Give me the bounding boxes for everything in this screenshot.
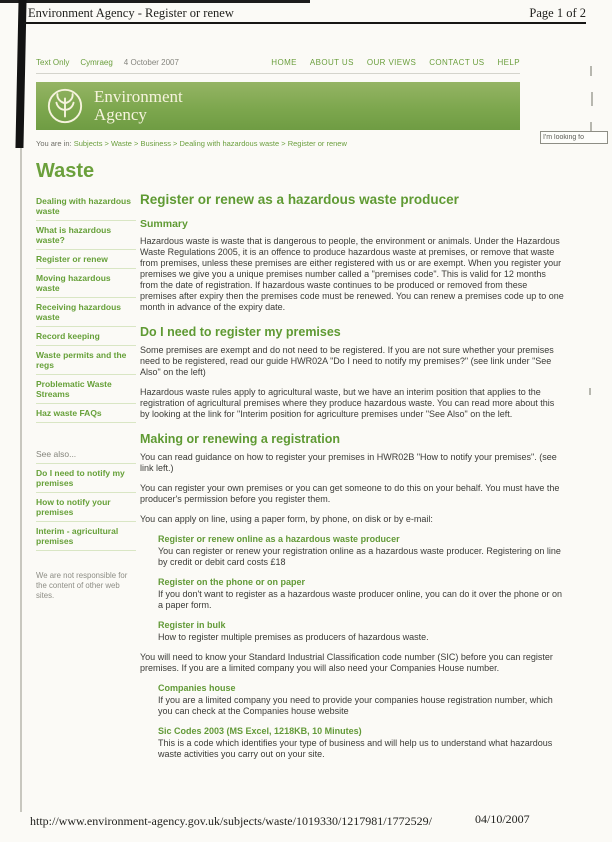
link-register-online[interactable]: Register or renew online as a hazardous waste producer	[158, 534, 400, 544]
link-description: If you don't want to register as a hazardous waste producer online, you can do it over the phone or on a paper form.	[158, 589, 562, 610]
sidebar-item-problematic-waste-streams[interactable]: Problematic Waste Streams	[36, 375, 136, 404]
sidebar-item-haz-waste-faqs[interactable]: Haz waste FAQs	[36, 404, 136, 423]
nav-contact-us[interactable]: CONTACT US	[429, 58, 485, 67]
nav-cymraeg[interactable]: Cymraeg	[80, 58, 113, 67]
link-description: How to register multiple premises as producers of hazardous waste.	[158, 632, 429, 642]
scan-artifact	[590, 66, 592, 76]
scan-artifact	[590, 122, 592, 131]
link-block-companies-house	[158, 683, 564, 717]
nav-our-views[interactable]: OUR VIEWS	[366, 58, 417, 67]
paragraph: Hazardous waste rules apply to agricultural waste, but we have an interim position that applies to the registration of agricultural premises where they produce hazardous waste. You can read more about this by looking at the link for "Interim position for agriculture premises under "See Also" on the left.	[140, 387, 555, 419]
sidebar-item-waste-permits[interactable]: Waste permits and the regs	[36, 346, 136, 375]
print-header	[28, 6, 586, 21]
link-sic-codes-download[interactable]: Sic Codes 2003 (MS Excel, 1218KB, 10 Minutes)	[158, 726, 362, 736]
external-sites-disclaimer: We are not responsible for the content of other web sites.	[36, 571, 128, 600]
wordmark-line1: Environment	[94, 87, 183, 106]
register-premises-heading: Do I need to register my premises	[140, 325, 341, 339]
primary-nav	[271, 58, 520, 67]
sidebar-nav	[36, 192, 136, 601]
link-companies-house[interactable]: Companies house	[158, 683, 236, 693]
link-block-register-bulk	[158, 620, 564, 643]
see-also-how-to-notify[interactable]: How to notify your premises	[36, 493, 136, 522]
printed-date: 04/10/2007	[475, 812, 530, 826]
page-title: Register or renew as a hazardous waste producer	[140, 192, 459, 207]
sidebar-item-record-keeping[interactable]: Record keeping	[36, 327, 136, 346]
section-title-waste: Waste	[36, 160, 95, 182]
nav-home[interactable]: HOME	[271, 58, 297, 67]
sidebar-item-receiving-hazardous-waste[interactable]: Receiving hazardous waste	[36, 298, 136, 327]
breadcrumb-label: You are in:	[36, 139, 72, 148]
see-also-heading: See also...	[36, 449, 136, 464]
top-utility-nav	[36, 58, 520, 74]
scan-artifact	[591, 92, 593, 106]
paragraph: Some premises are exempt and do not need to be registered. If you are not sure whether your premises need to be registered, read our guide HWR02A "Do I need to notify my premises?" (see link under "See Also" on the left)	[140, 345, 554, 377]
environment-agency-logo-icon	[46, 87, 84, 125]
see-also-interim-agricultural[interactable]: Interim - agricultural premises	[36, 522, 136, 551]
print-header-title: Environment Agency - Register or renew	[28, 6, 234, 20]
nav-help[interactable]: HELP	[497, 58, 520, 67]
link-description: This is a code which identifies your type of business and will help us to understand what hazardous waste activities you carry out on your site.	[158, 738, 553, 759]
print-footer	[30, 814, 590, 829]
breadcrumb-row	[36, 139, 526, 148]
wordmark-line2: Agency	[94, 105, 147, 124]
paragraph: You can register your own premises or you can get someone to do this on your behalf. You must have the producer's permission before you register them.	[140, 483, 560, 504]
link-description: You can register or renew your registration online as a hazardous waste producer. Registering on line by credit or debit card costs £18	[158, 546, 561, 567]
nav-text-only[interactable]: Text Only	[36, 58, 70, 67]
utility-links	[36, 58, 179, 67]
paragraph: You can read guidance on how to register your premises in HWR02B "How to notify your premises". (see link left.)	[140, 452, 557, 473]
site-wordmark	[94, 88, 183, 124]
link-block-register-phone-paper	[158, 577, 564, 611]
print-header-rule	[24, 22, 586, 24]
sidebar-item-what-is-hazardous-waste[interactable]: What is hazardous waste?	[36, 221, 136, 250]
making-registration-heading: Making or renewing a registration	[140, 432, 341, 446]
sidebar-item-dealing-hazardous-waste[interactable]: Dealing with hazardous waste	[36, 192, 136, 221]
link-register-phone-paper[interactable]: Register on the phone or on paper	[158, 577, 306, 587]
link-description: If you are a limited company you need to provide your companies house registration number, which you can check at the Companies house website	[158, 695, 553, 716]
summary-heading: Summary	[140, 218, 188, 230]
site-banner	[36, 82, 520, 130]
breadcrumb[interactable]: Subjects > Waste > Business > Dealing with hazardous waste > Register or renew	[73, 139, 347, 148]
current-date: 4 October 2007	[123, 58, 179, 67]
paragraph: You can apply on line, using a paper form, by phone, on disk or by e-mail:	[140, 514, 433, 524]
scan-artifact	[20, 148, 22, 812]
sidebar-item-register-or-renew[interactable]: Register or renew	[36, 250, 136, 269]
scan-artifact	[0, 0, 310, 3]
print-page-number: Page 1 of 2	[529, 6, 586, 20]
search-input[interactable]	[540, 131, 608, 144]
link-block-sic-codes	[158, 726, 564, 760]
nav-about-us[interactable]: ABOUT US	[309, 58, 354, 67]
link-block-register-online	[158, 534, 564, 568]
summary-paragraph: Hazardous waste is waste that is dangerous to people, the environment or animals. Under the Hazardous Waste Regulations 2005, it is an offence to produce hazardous waste at premises, or remove that waste from premises, unless these premises are either registered with us or are exempt. When you register your premises we give you a unique premises number called a "premises code". This is valid for 12 months from the date of registration. If hazardous waste continues to be produced or removed from these premises after expiry then the premises code must be renewed. You can renew a premises code up to one month in advance of the expiry date.	[140, 236, 564, 312]
printed-url: http://www.environment-agency.gov.uk/subjects/waste/1019330/1217981/1772529/	[30, 814, 432, 828]
sidebar-item-moving-hazardous-waste[interactable]: Moving hazardous waste	[36, 269, 136, 298]
main-content	[140, 192, 564, 769]
see-also-do-i-need-to-notify[interactable]: Do I need to notify my premises	[36, 464, 136, 493]
scan-artifact	[589, 388, 591, 395]
link-register-bulk[interactable]: Register in bulk	[158, 620, 226, 630]
sic-paragraph: You will need to know your Standard Industrial Classification code number (SIC) before you can register premises. If you are a limited company you will also need your Companies House number.	[140, 652, 553, 673]
